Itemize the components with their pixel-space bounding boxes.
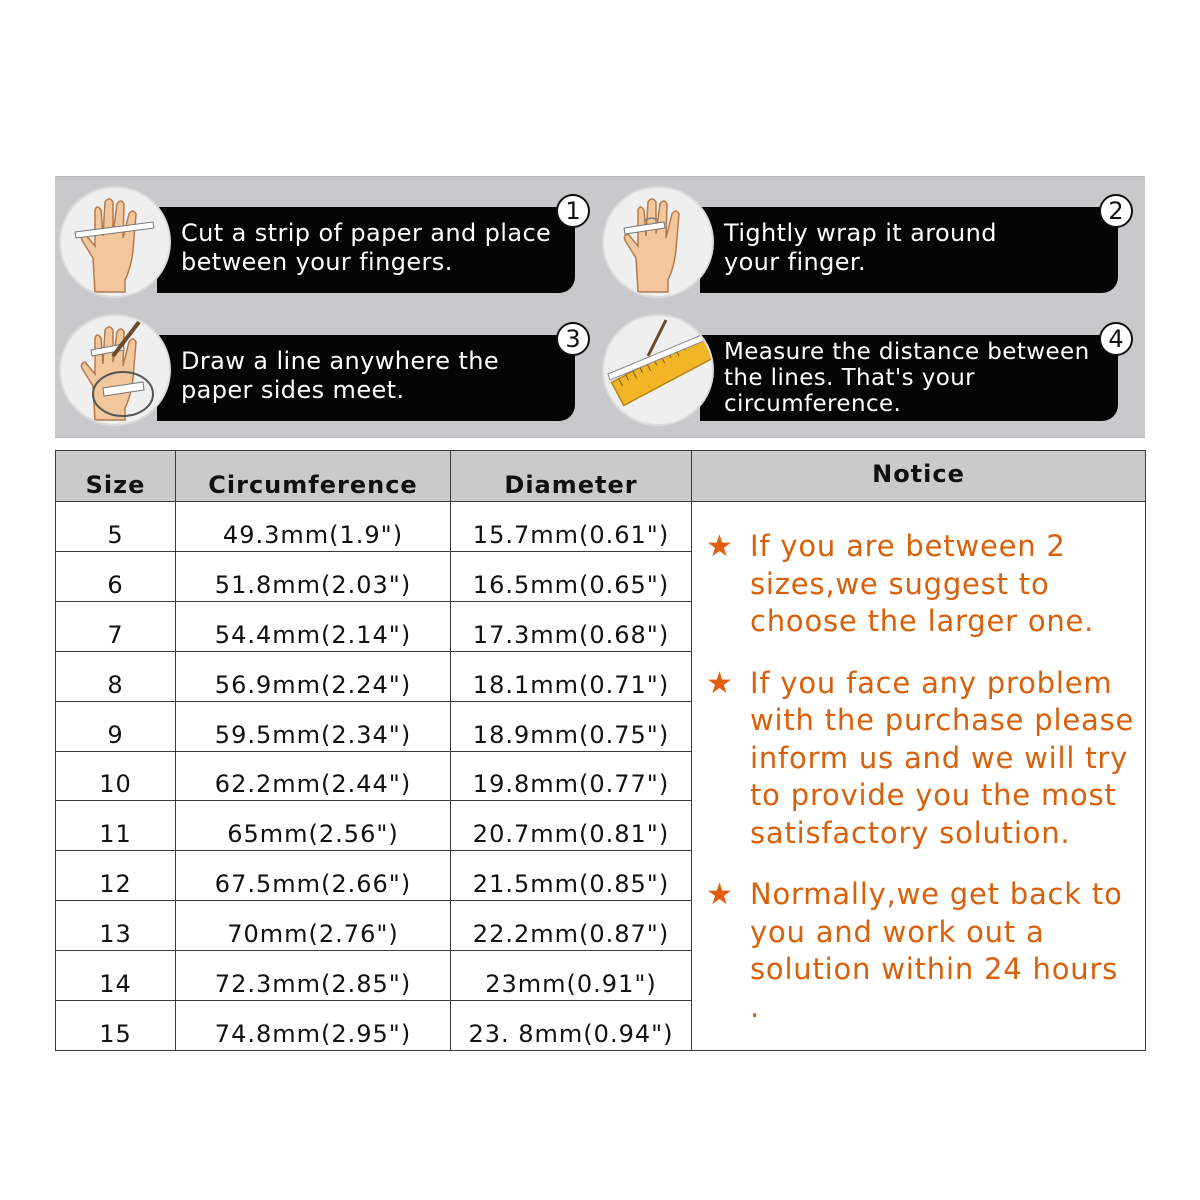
hand-wrapped-finger-icon (602, 186, 714, 298)
measuring-guide (55, 176, 1145, 438)
size-cell: 11 (56, 801, 176, 851)
notice-item-1 (706, 528, 1135, 641)
step-2-number: 2 (1099, 194, 1133, 228)
notice-text-3: Normally,we get back to you and work out a solution within 24 hours . (750, 877, 1123, 1024)
circumference-cell: 51.8mm(2.03") (176, 551, 451, 601)
step-3-number: 3 (556, 322, 590, 356)
header-diameter: Diameter (451, 451, 692, 502)
notice-item-2 (706, 665, 1135, 853)
size-cell: 7 (56, 601, 176, 651)
step-2-instruction (700, 207, 1118, 293)
ruler-measure-icon (602, 314, 714, 426)
ring-size-table (55, 450, 1146, 1051)
step-3-instruction (157, 335, 575, 421)
hand-marking-pen-icon (59, 314, 171, 426)
size-cell: 10 (56, 751, 176, 801)
size-cell: 6 (56, 551, 176, 601)
circumference-cell: 72.3mm(2.85") (176, 951, 451, 1001)
diameter-cell: 18.9mm(0.75") (451, 701, 692, 751)
step-4 (598, 309, 1123, 429)
step-2-text: Tightly wrap it around your finger. (724, 219, 997, 276)
size-cell: 5 (56, 502, 176, 552)
header-size: Size (56, 451, 176, 502)
step-4-instruction (700, 335, 1118, 421)
size-cell: 13 (56, 901, 176, 951)
size-cell: 12 (56, 851, 176, 901)
diameter-cell: 16.5mm(0.65") (451, 551, 692, 601)
size-cell: 14 (56, 951, 176, 1001)
diameter-cell: 15.7mm(0.61") (451, 502, 692, 552)
table-row (56, 502, 1146, 552)
step-1-text: Cut a strip of paper and place between your fingers. (181, 219, 552, 276)
step-2 (598, 181, 1123, 301)
step-1 (55, 181, 580, 301)
notice-item-3 (706, 876, 1135, 1026)
circumference-cell: 70mm(2.76") (176, 901, 451, 951)
circumference-cell: 54.4mm(2.14") (176, 601, 451, 651)
notice-text-1: If you are between 2 sizes,we suggest to choose the larger one. (750, 529, 1095, 638)
notice-text-2: If you face any problem with the purchase please inform us and we will try to provide you the most satisfactory solution. (750, 665, 1135, 850)
circumference-cell: 59.5mm(2.34") (176, 701, 451, 751)
table-header-row (56, 451, 1146, 502)
size-cell: 15 (56, 1001, 176, 1051)
circumference-cell: 65mm(2.56") (176, 801, 451, 851)
circumference-cell: 56.9mm(2.24") (176, 651, 451, 701)
header-circumference: Circumference (176, 451, 451, 502)
diameter-cell: 22.2mm(0.87") (451, 901, 692, 951)
header-notice: Notice (692, 451, 1146, 502)
star-icon: ★ (706, 665, 734, 701)
notice-cell (692, 502, 1146, 1051)
step-3-text: Draw a line anywhere the paper sides meet. (181, 347, 500, 404)
diameter-cell: 21.5mm(0.85") (451, 851, 692, 901)
star-icon: ★ (706, 529, 734, 564)
step-4-number: 4 (1099, 322, 1133, 356)
size-cell: 9 (56, 701, 176, 751)
circumference-cell: 62.2mm(2.44") (176, 751, 451, 801)
size-cell: 8 (56, 651, 176, 701)
diameter-cell: 19.8mm(0.77") (451, 751, 692, 801)
hand-with-paper-strip-icon (59, 186, 171, 298)
circumference-cell: 49.3mm(1.9") (176, 502, 451, 552)
diameter-cell: 17.3mm(0.68") (451, 601, 692, 651)
diameter-cell: 20.7mm(0.81") (451, 801, 692, 851)
step-1-number: 1 (556, 194, 590, 228)
diameter-cell: 23. 8mm(0.94") (451, 1001, 692, 1051)
step-4-text: Measure the distance between the lines. That's your circumference. (724, 339, 1090, 417)
step-3 (55, 309, 580, 429)
diameter-cell: 18.1mm(0.71") (451, 651, 692, 701)
circumference-cell: 67.5mm(2.66") (176, 851, 451, 901)
step-1-instruction (157, 207, 575, 293)
diameter-cell: 23mm(0.91") (451, 951, 692, 1001)
star-icon: ★ (706, 877, 734, 912)
circumference-cell: 74.8mm(2.95") (176, 1001, 451, 1051)
